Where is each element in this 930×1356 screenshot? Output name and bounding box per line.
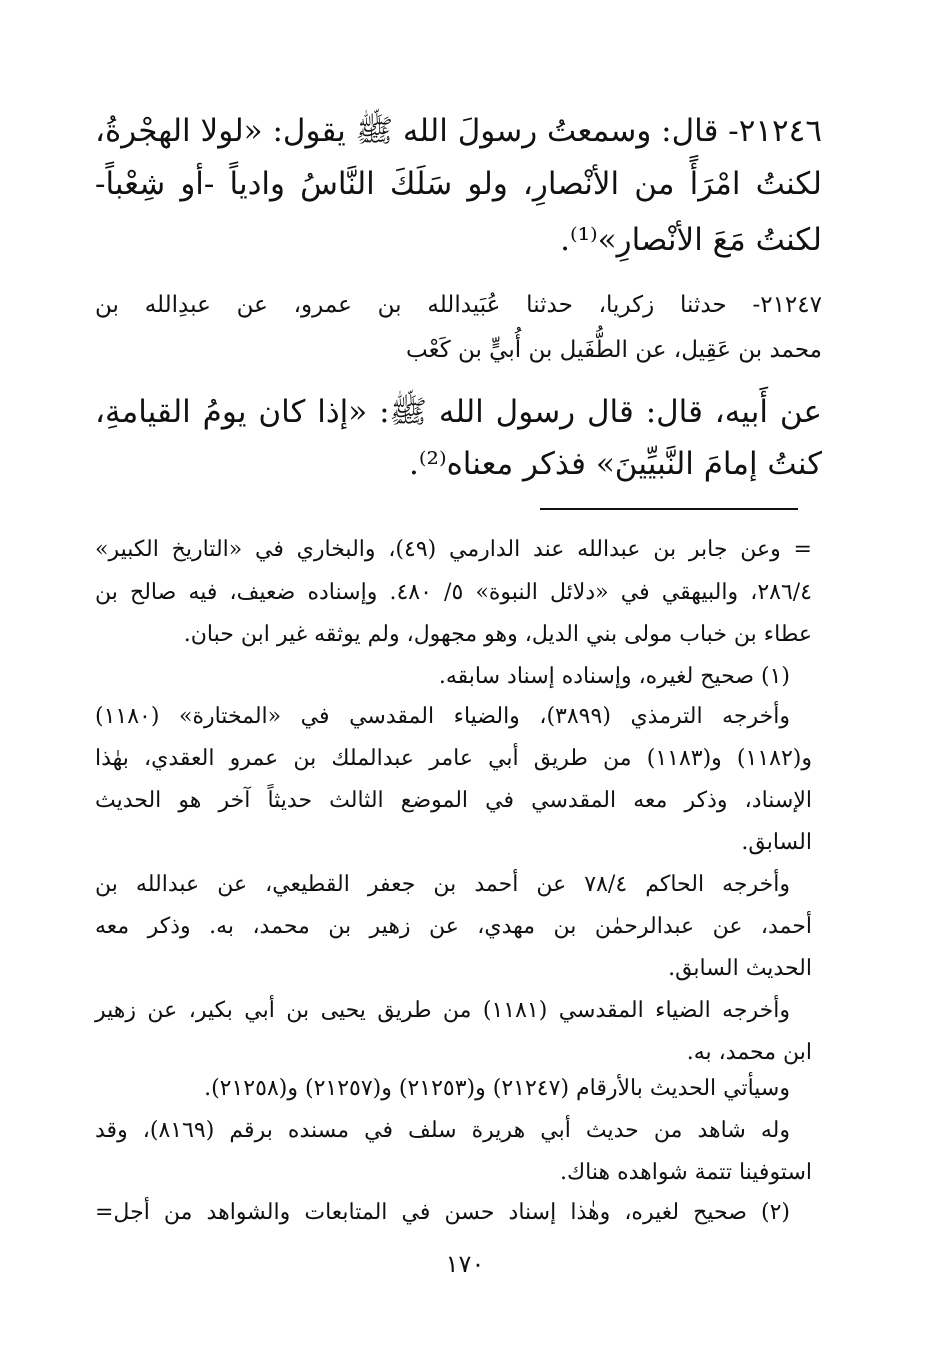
footnote-para-1-line-3: الإسناد، وذكر معه المقدسي في الموضع الثالث حديثاً آخر هو الحديث <box>95 788 812 813</box>
footnote-continued-line-1: = وعن جابر بن عبدالله عند الدارمي (٤٩)، والبخاري في «التاريخ الكبير» <box>95 537 812 562</box>
page-number: ١٧٠ <box>445 1250 485 1278</box>
hadith-21246-line-3: لكنتُ مَعَ الأنْصارِ»⁽¹⁾. <box>560 222 822 258</box>
footnote-separator <box>540 508 798 510</box>
hadith-21247-matn-line-1: عن أَبيه، قال: قال رسول الله ﷺ: «إذا كان يومُ القيامةِ، <box>95 394 822 430</box>
footnote-para-2-line-3: الحديث السابق. <box>668 956 812 981</box>
footnote-continued-line-3: عطاء بن خباب مولى بني الديل، وهو مجهول، ولم يوثقه غير ابن حبان. <box>183 622 812 647</box>
footnote-para-2-line-1: وأخرجه الحاكم ٧٨/٤ عن أحمد بن جعفر القطيعي، عن عبدالله بن <box>95 872 790 897</box>
footnote-para-3-line-1: وأخرجه الضياء المقدسي (١١٨١) من طريق يحيى بن أبي بكير، عن زهير <box>95 998 791 1023</box>
footnote-para-5-line-1: وله شاهد من حديث أبي هريرة سلف في مسنده برقم (٨١٦٩)، وقد <box>95 1118 790 1143</box>
hadith-21246-line-2: لكنتُ امْرَأً من الأنْصارِ، ولو سَلَكَ النَّاسُ وادياً -أو شِعْباً- <box>95 166 822 202</box>
footnote-continued-line-2: ٢٨٦/٤، والبيهقي في «دلائل النبوة» ٥/ ٤٨٠. وإسناده ضعيف، فيه صالح بن <box>95 580 812 605</box>
hadith-21247-matn-line-2: كنتُ إمامَ النَّبيِّينَ» فذكر معناه⁽²⁾. <box>409 446 822 482</box>
hadith-21247-isnad-line-2: محمد بن عَقِيل، عن الطُّفَيل بن أُبيٍّ بن كَعْب <box>406 337 822 363</box>
footnote-para-3-line-2: ابن محمد، به. <box>686 1040 812 1065</box>
hadith-21247-isnad-line-1: ٢١٢٤٧- حدثنا زكريا، حدثنا عُبَيدالله بن عمرو، عن عبدِالله بن <box>95 292 822 318</box>
footnote-para-1-line-1: وأخرجه الترمذي (٣٨٩٩)، والضياء المقدسي في «المختارة» (١١٨٠) <box>95 704 790 729</box>
footnote-2: (٢) صحيح لغيره، وهٰذا إسناد حسن في المتابعات والشواهد من أجل= <box>95 1200 790 1225</box>
footnote-para-1-line-4: السابق. <box>741 830 812 855</box>
hadith-21246-line-1: ٢١٢٤٦- قال: وسمعتُ رسولَ الله ﷺ يقول: «لولا الهجْرةُ، <box>94 113 822 149</box>
footnote-para-5-line-2: استوفينا تتمة شواهده هناك. <box>560 1160 812 1185</box>
footnote-para-1-line-2: و(١١٨٢) و(١١٨٣) من طريق أبي عامر عبدالملك بن عمرو العقدي، بهٰذا <box>95 746 812 771</box>
footnote-para-2-line-2: أحمد، عن عبدالرحمٰن بن مهدي، عن زهير بن محمد، به. وذكر معه <box>95 914 812 939</box>
footnote-para-4: وسيأتي الحديث بالأرقام (٢١٢٤٧) و(٢١٢٥٣) و(٢١٢٥٧) و(٢١٢٥٨). <box>204 1076 790 1101</box>
footnote-1: (١) صحيح لغيره، وإسناده إسناد سابقه. <box>438 664 790 689</box>
